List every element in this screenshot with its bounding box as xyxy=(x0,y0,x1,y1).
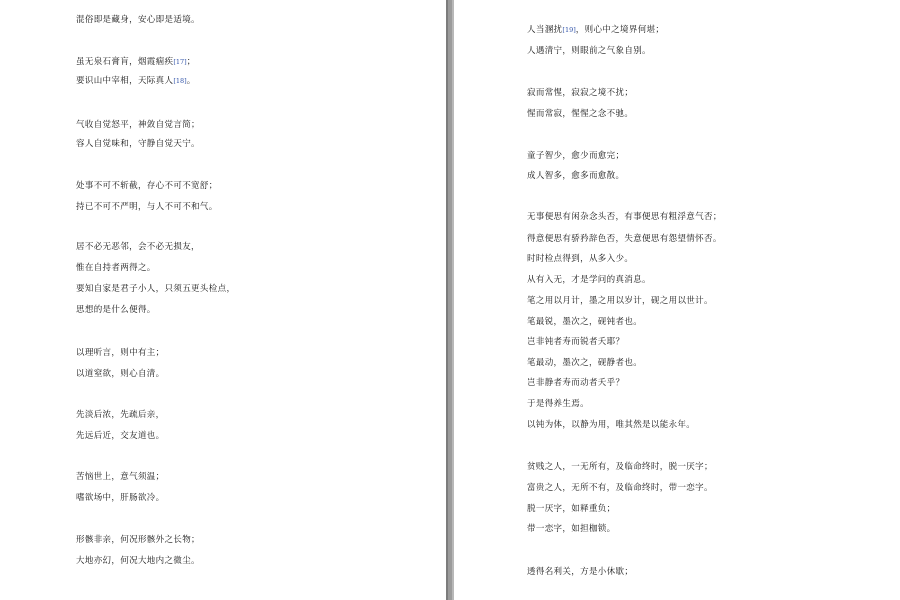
text-line xyxy=(527,524,616,535)
text-segment: 从有入无，才是学问的真消息。 xyxy=(527,275,651,285)
document-page-left xyxy=(0,0,446,600)
footnote-ref[interactable]: [18] xyxy=(173,77,187,85)
text-segment: 居不必无恶邻，会不必无损友， xyxy=(76,242,200,252)
text-line xyxy=(527,504,616,515)
text-line xyxy=(76,263,156,274)
text-segment: 形骸非亲，何况形骸外之长物； xyxy=(76,535,200,545)
text-line xyxy=(527,151,624,162)
text-line xyxy=(76,472,165,483)
text-segment: 无事便思有闲杂念头否，有事便思有粗浮意气否； xyxy=(527,212,722,222)
text-line xyxy=(527,171,624,182)
text-segment: 苦恼世上，意气须温； xyxy=(76,472,165,482)
text-segment: 虽无泉石膏肓，烟霞痼疾 xyxy=(76,57,174,67)
text-line xyxy=(76,15,200,26)
text-segment: 要识山中宰相，天际真人 xyxy=(76,76,174,86)
text-segment: 得意便思有骄矜辞色否，失意便思有怨望情怀否。 xyxy=(527,234,722,244)
text-line xyxy=(527,358,642,369)
text-segment: 人当溷扰 xyxy=(527,25,563,35)
text-segment: 岂非钝者寿而锐者夭耶？ xyxy=(527,337,625,347)
text-line xyxy=(527,46,651,57)
text-line xyxy=(76,305,156,316)
text-line xyxy=(76,284,235,295)
text-line xyxy=(527,212,722,223)
text-line xyxy=(527,254,633,265)
text-line xyxy=(527,25,664,36)
text-segment: 先淡后浓，先疏后亲， xyxy=(76,410,165,420)
text-line xyxy=(527,317,642,328)
text-line xyxy=(527,483,713,494)
text-segment: 惟在自持者两得之。 xyxy=(76,263,156,273)
text-segment: 混俗即是藏身，安心即是适境。 xyxy=(76,15,200,25)
page-divider xyxy=(446,0,454,600)
text-segment: 以钝为体，以静为用，唯其然是以能永年。 xyxy=(527,420,696,430)
text-segment: 思想的是什么便得。 xyxy=(76,305,156,315)
text-segment: 以道窒欲，则心自清。 xyxy=(76,369,165,379)
text-line xyxy=(527,420,695,431)
text-segment: 持已不可不严明，与人不可不和气。 xyxy=(76,202,218,212)
text-line xyxy=(527,337,624,348)
text-segment: 以理听言，则中有主； xyxy=(76,348,165,358)
text-segment: ，则心中之境界何堪； xyxy=(575,25,665,35)
text-segment: 带一恋字，如担枷锁。 xyxy=(527,524,616,534)
text-line xyxy=(76,202,218,213)
text-segment: 富贵之人，无所不有，及临命终时，带一恋字。 xyxy=(527,483,713,493)
text-segment: 寂而常惺，寂寂之境不扰； xyxy=(527,88,634,98)
text-line xyxy=(76,493,165,504)
text-line xyxy=(527,296,713,307)
footnote-ref[interactable]: [19] xyxy=(562,26,576,34)
text-segment: 容人自觉味和，守静自觉天宁。 xyxy=(76,139,200,149)
text-segment: ； xyxy=(186,57,196,67)
text-line xyxy=(76,76,196,87)
text-line xyxy=(76,242,200,253)
text-line xyxy=(76,431,165,442)
text-line xyxy=(76,556,200,567)
text-segment: 惺而常寂，惺惺之念不驰。 xyxy=(527,109,634,119)
text-line xyxy=(527,399,589,410)
text-line xyxy=(527,567,633,578)
text-line xyxy=(76,410,165,421)
text-segment: 要知自家是君子小人，只须五更头检点， xyxy=(76,284,236,294)
text-segment: 于是得养生焉。 xyxy=(527,399,589,409)
text-segment: 人遇清宁，则眼前之气象自别。 xyxy=(527,46,651,56)
text-segment: 童子智少，愈少而愈完； xyxy=(527,151,625,161)
text-segment: 处事不可不斩截，存心不可不宽舒； xyxy=(76,181,218,191)
text-line xyxy=(76,139,200,150)
text-segment: 先远后近，交友道也。 xyxy=(76,431,165,441)
text-segment: 。 xyxy=(186,76,196,86)
text-line xyxy=(76,535,200,546)
text-segment: 时时检点得到，从多入少。 xyxy=(527,254,634,264)
text-line xyxy=(76,369,165,380)
text-line xyxy=(76,57,196,68)
text-segment: 贫贱之人，一无所有，及临命终时，脱一厌字； xyxy=(527,462,713,472)
text-line xyxy=(527,234,722,245)
text-line xyxy=(527,109,633,120)
text-segment: 大地亦幻，何况大地内之微尘。 xyxy=(76,556,200,566)
text-segment: 气收自觉怒平，神敛自觉言简； xyxy=(76,120,200,130)
text-segment: 笔最动，墨次之，砚静者也。 xyxy=(527,358,643,368)
text-line xyxy=(76,120,200,131)
text-segment: 透得名利关，方是小休歇； xyxy=(527,567,634,577)
text-line xyxy=(76,348,165,359)
text-segment: 嗜欲场中，肝肠欲冷。 xyxy=(76,493,165,503)
text-segment: 笔之用以月计，墨之用以岁计，砚之用以世计。 xyxy=(527,296,713,306)
text-segment: 脱一厌字，如释重负； xyxy=(527,504,616,514)
text-line xyxy=(527,462,713,473)
text-segment: 成人智多，愈多而愈散。 xyxy=(527,171,625,181)
text-line xyxy=(527,275,651,286)
text-line xyxy=(76,181,218,192)
text-segment: 笔最锐，墨次之，砚钝者也。 xyxy=(527,317,643,327)
text-line xyxy=(527,378,624,389)
text-segment: 岂非静者寿而动者夭乎？ xyxy=(527,378,625,388)
footnote-ref[interactable]: [17] xyxy=(173,58,187,66)
text-line xyxy=(527,88,633,99)
document-page-right xyxy=(454,0,900,600)
